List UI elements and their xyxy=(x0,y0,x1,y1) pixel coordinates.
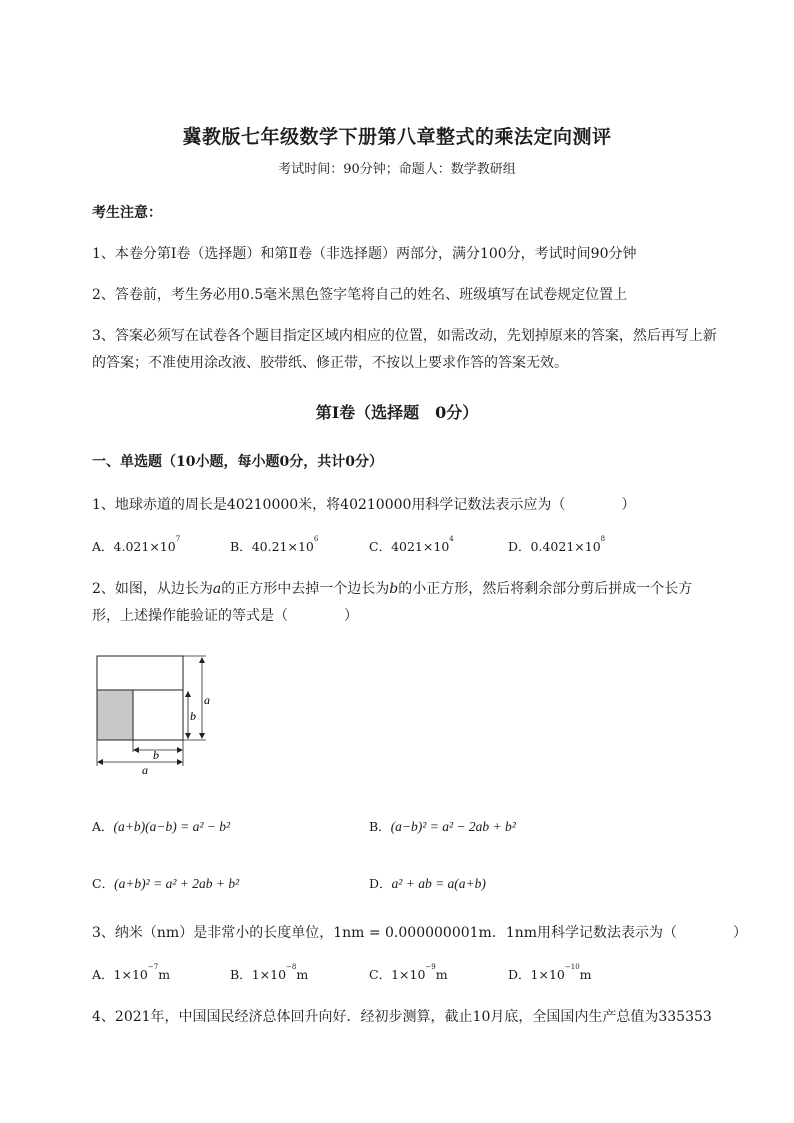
section-title: 第I卷（选择题 0分） xyxy=(315,403,479,422)
q2-var-a: a xyxy=(212,581,222,597)
q2-figure xyxy=(90,648,220,778)
option-label: C． xyxy=(369,967,392,982)
small-square xyxy=(133,690,183,740)
option-expression: a² + ab = a(a+b) xyxy=(391,876,486,891)
option-value: 1×10 xyxy=(251,967,287,982)
shaded-region xyxy=(97,690,133,740)
option-label: A． xyxy=(92,539,114,554)
option-value: 4021×10 xyxy=(391,539,450,554)
option-exponent: 7 xyxy=(175,535,181,543)
option-label: D． xyxy=(508,967,531,982)
option-label: B． xyxy=(230,539,252,554)
q3-option-d[interactable] xyxy=(508,965,592,983)
notice-heading: 考生注意： xyxy=(92,205,162,221)
question-1: 1、地球赤道的周长是40210000米，将40210000用科学记数法表示应为（ ） xyxy=(92,497,636,513)
page-subtitle: 考试时间：90分钟；命题人：数学教研组 xyxy=(278,162,516,177)
option-exponent: −10 xyxy=(564,963,580,971)
option-unit: m xyxy=(296,967,309,982)
option-expression: (a+b)² = a² + 2ab + b² xyxy=(114,876,240,891)
question-4: 4、2021年，中国国民经济总体回升向好．经初步测算，截止10月底，全国国内生产总值为335353 xyxy=(92,1009,712,1025)
q1-option-a[interactable] xyxy=(92,537,180,555)
notice-item-3: 3、答案必须写在试卷各个题目指定区域内相应的位置，如需改动，先划掉原来的答案，然后再写上新 xyxy=(92,328,717,344)
option-expression: (a+b)(a−b) = a² − b² xyxy=(113,819,231,834)
q2-var-b: b xyxy=(389,581,399,597)
q1-option-d[interactable] xyxy=(508,537,605,555)
q2-text-part: 的正方形中去掉一个边长为 xyxy=(221,581,390,597)
label-a-right: a xyxy=(204,693,210,707)
option-label: D． xyxy=(508,539,531,554)
option-value: 1×10 xyxy=(391,967,426,982)
q3-option-a[interactable] xyxy=(92,965,170,983)
q3-option-c[interactable] xyxy=(369,965,448,983)
question-2-line-1 xyxy=(92,578,692,598)
option-label: B． xyxy=(230,967,252,982)
option-label: A． xyxy=(92,819,114,834)
q2-option-d[interactable] xyxy=(369,874,486,892)
q2-text-part: 的小正方形，然后将剩余部分剪后拼成一个长方 xyxy=(398,581,693,597)
question-3: 3、纳米（nm）是非常小的长度单位，1nm = 0.000000001m．1nm用科学记数法表示为（ ） xyxy=(92,925,748,941)
option-exponent: 8 xyxy=(600,535,606,543)
option-value: 4.021×10 xyxy=(113,539,176,554)
option-unit: m xyxy=(158,967,171,982)
label-b-right: b xyxy=(190,709,196,723)
option-value: 0.4021×10 xyxy=(530,539,601,554)
option-unit: m xyxy=(435,967,448,982)
q2-option-c[interactable] xyxy=(92,874,239,892)
q1-option-b[interactable] xyxy=(230,537,318,555)
option-expression: (a−b)² = a² − 2ab + b² xyxy=(390,819,516,834)
notice-item-3-cont: 的答案；不准使用涂改液、胶带纸、修正带，不按以上要求作答的答案无效。 xyxy=(92,355,568,371)
option-label: B． xyxy=(369,819,391,834)
option-exponent: −8 xyxy=(286,963,297,971)
q1-option-c[interactable] xyxy=(369,537,454,555)
q3-option-b[interactable] xyxy=(230,965,308,983)
option-exponent: −9 xyxy=(425,963,436,971)
q2-text-part: 2、如图，从边长为 xyxy=(92,581,213,597)
option-exponent: 6 xyxy=(313,535,319,543)
option-exponent: −7 xyxy=(147,963,159,971)
option-label: C． xyxy=(92,876,115,891)
option-label: C． xyxy=(369,539,392,554)
option-unit: m xyxy=(579,967,592,982)
option-label: A． xyxy=(92,967,114,982)
question-2-line-2: 形，上述操作能验证的等式是（ ） xyxy=(92,608,358,624)
label-b-bottom: b xyxy=(153,748,159,762)
label-a-bottom: a xyxy=(142,763,148,777)
notice-item-2: 2、答卷前，考生务必用0.5毫米黑色签字笔将自己的姓名、班级填写在试卷规定位置上 xyxy=(92,287,628,303)
notice-item-1: 1、本卷分第I卷（选择题）和第Ⅱ卷（非选择题）两部分，满分100分，考试时间90分钟 xyxy=(92,246,637,262)
page-title: 冀教版七年级数学下册第八章整式的乘法定向测评 xyxy=(182,126,612,148)
option-value: 1×10 xyxy=(530,967,565,982)
option-label: D． xyxy=(369,876,392,891)
q2-option-a[interactable] xyxy=(92,817,230,835)
option-exponent: 4 xyxy=(449,535,454,543)
q2-option-b[interactable] xyxy=(369,817,516,835)
option-value: 1×10 xyxy=(113,967,148,982)
part-heading: 一、单选题（10小题，每小题0分，共计0分） xyxy=(92,454,383,470)
option-value: 40.21×10 xyxy=(251,539,314,554)
